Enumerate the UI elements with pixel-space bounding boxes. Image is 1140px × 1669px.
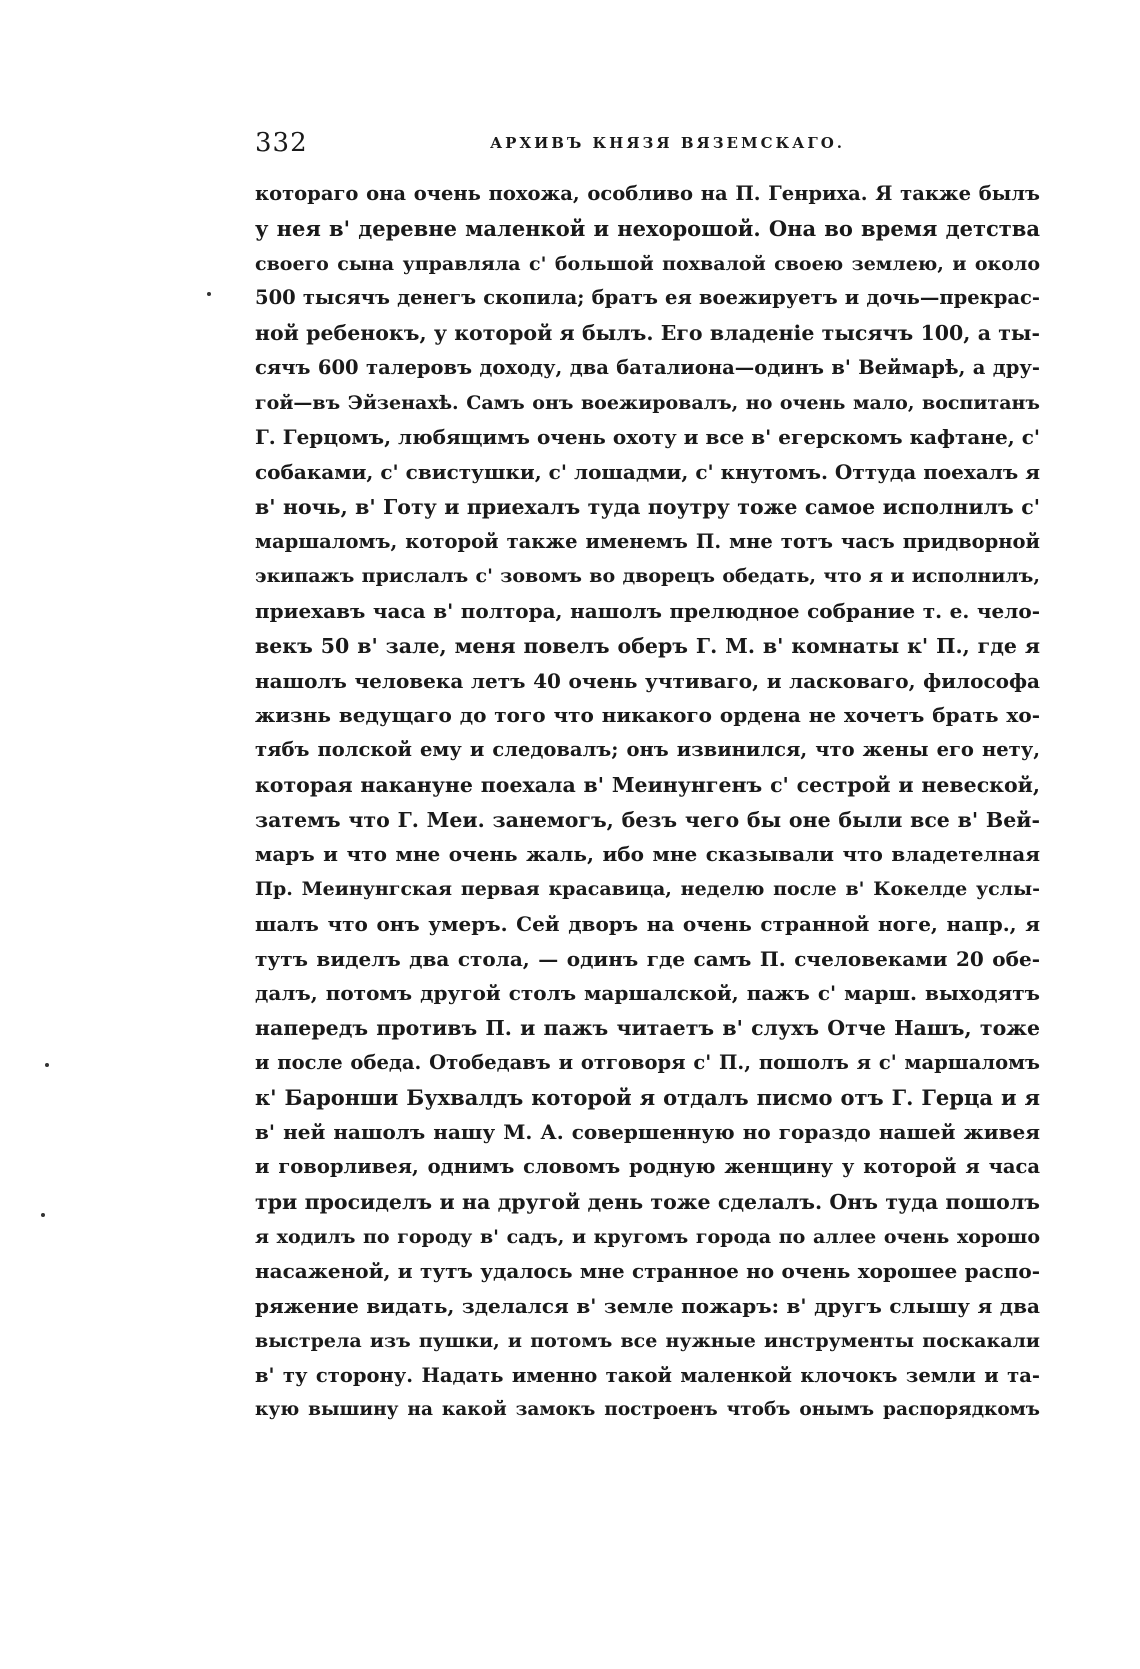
header-title: АРХИВЪ КНЯЗЯ ВЯЗЕМСКАГО. xyxy=(489,134,846,152)
text-line: Пр. Меинунгская первая красавица, неделю после в' Кокелде услы- xyxy=(255,878,1040,900)
text-line: 500 тысячъ денегъ скопила; братъ ея воежируетъ и дочь—прекрас- xyxy=(255,286,1040,310)
text-line: котораго она очень похожа, особливо на П. Генриха. Я также былъ xyxy=(255,182,1040,205)
text-line: три просиделъ и на другой день тоже сделалъ. Онъ туда пошолъ xyxy=(255,1189,1040,1214)
text-line: собаками, с' свистушки, с' лошадми, с' кнутомъ. Оттуда поехалъ я xyxy=(255,460,1040,484)
text-line: Г. Герцомъ, любящимъ очень охоту и все в' егерскомъ кафтане, с' xyxy=(255,425,1040,450)
text-line: у нея в' деревне маленкой и нехорошой. Она во время детства xyxy=(255,215,1040,241)
text-line: я ходилъ по городу в' садъ, и кругомъ города по аллее очень хорошо xyxy=(255,1225,1040,1248)
margin-mark xyxy=(207,292,211,296)
text-line: приехавъ часа в' полтора, нашолъ прелюдное собрание т. е. чело- xyxy=(255,599,1040,623)
running-header xyxy=(255,128,1040,158)
text-line: насаженой, и тутъ удалось мне странное но очень хорошее распо- xyxy=(255,1259,1040,1284)
text-line: сячъ 600 талеровъ доходу, два баталиона—одинъ в' Веймарѣ, а дру- xyxy=(255,355,1040,379)
text-line: к' Баронши Бухвалдъ которой я отдалъ писмо отъ Г. Герца и я xyxy=(255,1084,1040,1110)
text-line: напередъ противъ П. и пажъ читаетъ в' слухъ Отче Нашъ, тоже xyxy=(255,1016,1040,1040)
text-line: в' ней нашолъ нашу М. А. совершенную но гораздо нашей живея xyxy=(255,1120,1040,1145)
margin-mark xyxy=(45,1063,49,1067)
text-line: маръ и что мне очень жаль, ибо мне сказывали что владетелная xyxy=(255,842,1040,867)
text-line: жизнь ведущаго до того что никакого ордена не хочетъ брать хо- xyxy=(255,703,1040,728)
text-line: затемъ что Г. Меи. занемогъ, безъ чего бы оне были все в' Вей- xyxy=(255,807,1040,832)
text-line: тябъ полской ему и следовалъ; онъ извинился, что жены его нету, xyxy=(255,738,1040,761)
text-line: кую вышину на какой замокъ построенъ чтобъ онымъ распорядкомъ xyxy=(255,1399,1040,1421)
text-line: маршаломъ, которой также именемъ П. мне тотъ часъ придворной xyxy=(255,529,1040,553)
page-number: 332 xyxy=(255,128,308,158)
text-line: тутъ виделъ два стола, — одинъ где самъ П. счеловеками 20 обе- xyxy=(255,946,1040,971)
text-line: векъ 50 в' зале, меня повелъ оберъ Г. М. в' комнаты к' П., где я xyxy=(255,633,1040,658)
text-line: нашолъ человека летъ 40 очень учтиваго, и ласковаго, философа xyxy=(255,668,1040,693)
text-line: далъ, потомъ другой столъ маршалской, пажъ с' марш. выходятъ xyxy=(255,981,1040,1006)
text-line: выстрела изъ пушки, и потомъ все нужные инструменты поскакали xyxy=(255,1329,1040,1352)
text-line: ной ребенокъ, у которой я былъ. Его владеніе тысячъ 100, а ты- xyxy=(255,321,1040,345)
text-line: своего сына управляла с' большой похвалой своею землею, и около xyxy=(255,252,1040,275)
margin-mark xyxy=(41,1213,45,1217)
text-line: ряжение видать, зделался в' земле пожаръ: в' другъ слышу я два xyxy=(255,1294,1040,1318)
text-line: в' ночь, в' Готу и приехалъ туда поутру тоже самое исполнилъ с' xyxy=(255,494,1040,519)
text-line: которая накануне поехала в' Меинунгенъ с' сестрой и невеской, xyxy=(255,772,1040,797)
text-line: экипажъ прислалъ с' зовомъ во дворецъ обедать, что я и исполнилъ, xyxy=(255,565,1040,588)
text-line: гой—въ Эйзенахѣ. Самъ онъ воежировалъ, но очень мало, воспитанъ xyxy=(255,391,1040,414)
text-line: в' ту сторону. Надать именно такой маленкой клочокъ земли и та- xyxy=(255,1363,1040,1387)
text-line: и говорливея, однимъ словомъ родную женщину у которой я часа xyxy=(255,1155,1040,1178)
text-line: и после обеда. Отобедавъ и отговоря с' П., пошолъ я с' маршаломъ xyxy=(255,1050,1040,1074)
text-line: шалъ что онъ умеръ. Сей дворъ на очень странной ноге, напр., я xyxy=(255,911,1040,936)
body-text xyxy=(255,177,1040,1428)
